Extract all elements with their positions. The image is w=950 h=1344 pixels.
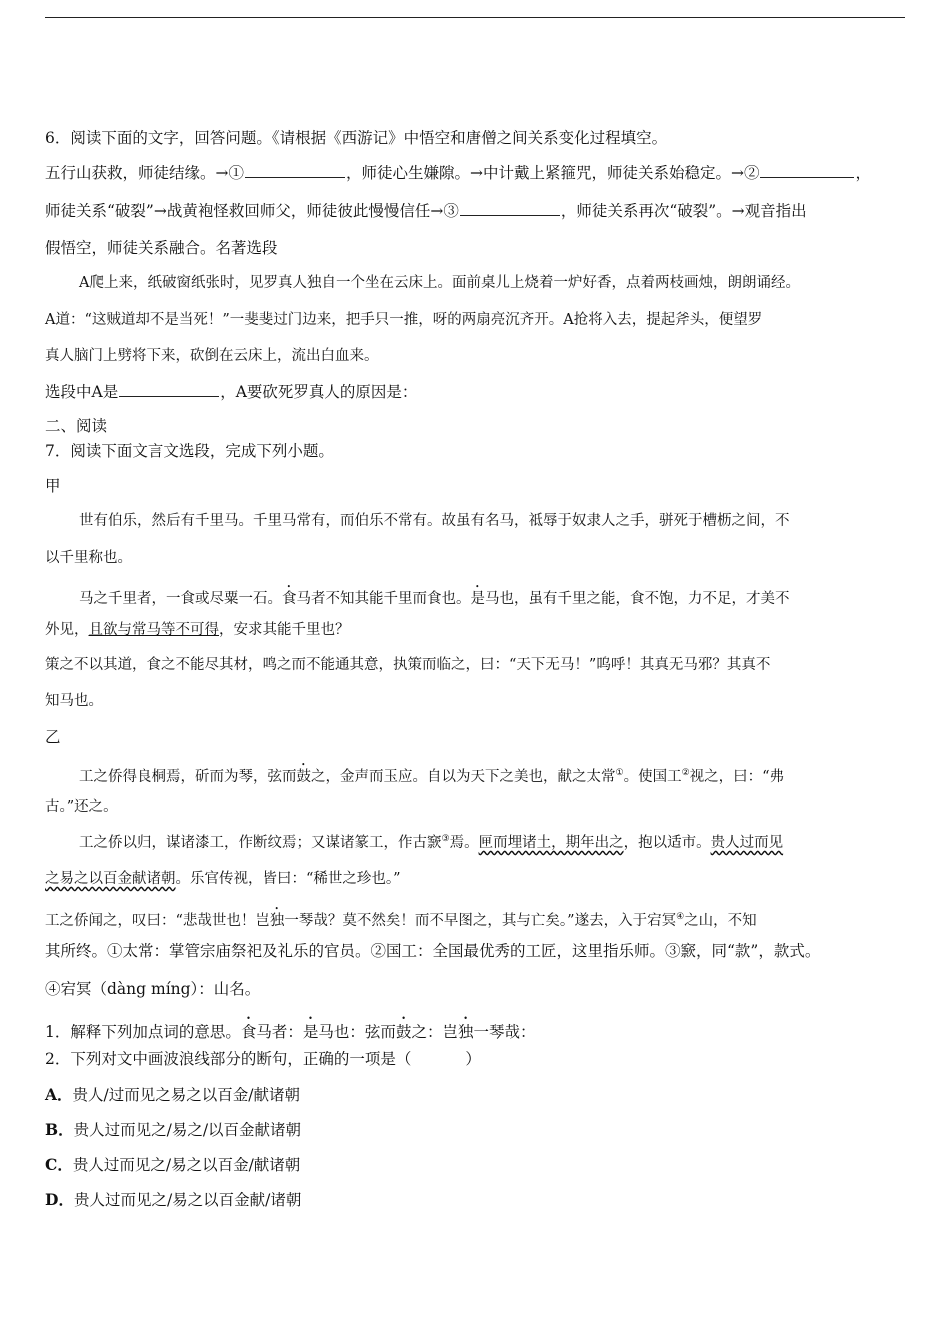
yi-para-2-line-1: 工之侨以归，谋诸漆工，作断纹焉；又谋诸篆工，作古窾③焉。匣而埋诸土，期年出之，抱以适市。贵人过而见: [79, 834, 784, 851]
q6-line-4: 假悟空，师徒关系融合。名著选段: [45, 239, 278, 257]
footnote-1-mark: ①: [615, 768, 624, 779]
q6-ask: 选段中A是 ，A要砍死罗真人的原因是：: [45, 383, 418, 401]
wavy-underline-3: 之易之以百金献诸朝: [45, 871, 176, 887]
q7-title: 7．阅读下面文言文选段，完成下列小题。: [45, 442, 334, 460]
jia-para-2-line-2: 外见，且欲与常马等不可得，安求其能千里也？: [45, 622, 350, 638]
yi-para-2-line-2: 之易之以百金献诸朝。乐官传视，皆曰：“稀世之珍也。”: [45, 871, 401, 887]
passage-jia-label: 甲: [45, 477, 61, 495]
q6-line-2: 五行山获救，师徒结缘。→① ，师徒心生嫌隙。→中计戴上紧箍咒，师徒关系始稳定。→② ，: [45, 164, 871, 182]
jia-para-1-line-1: 世有伯乐，然后有千里马。千里马常有，而伯乐不常有。故虽有名马，祗辱于奴隶人之手，骈死于槽枥之间，不: [79, 513, 790, 529]
yi-para-1-line-1: 工之侨得良桐焉，斫而为琴，弦而鼓之，金声而玉应。自以为天下之美也，献之太常①。使国工②视之，曰：“弗: [79, 768, 785, 785]
subquestion-1: 1．解释下列加点词的意思。食马者：是马也：弦而鼓之：岂独一琴哉：: [45, 1023, 536, 1041]
footnote-3-mark: ③: [441, 834, 450, 845]
answer-blank-3[interactable]: [460, 201, 560, 216]
answer-blank-1[interactable]: [245, 163, 345, 178]
dotted-word-gu: 鼓: [296, 769, 311, 785]
jia-para-1-line-2: 以千里称也。: [45, 550, 132, 566]
option-d[interactable]: D．贵人过而见之/易之以百金献/诸朝: [45, 1190, 302, 1209]
dotted-word-du: 独: [269, 913, 285, 929]
option-c[interactable]: C．贵人过而见之/易之以百金/献诸朝: [45, 1155, 301, 1174]
wavy-underline-2: 贵人过而见: [710, 835, 784, 851]
jia-para-2-line-1: 马之千里者，一食或尽粟一石。食马者不知其能千里而食也。是马也，虽有千里之能，食不饱，力不足，才美不: [79, 591, 790, 607]
yi-para-3-line-1: 工之侨闻之，叹曰：“悲哉世也！岂独一琴哉？莫不然矣！而不早图之，其与亡矣。”遂去，入于宕冥④之山，不知: [45, 912, 757, 929]
footnote-2-mark: ②: [681, 768, 690, 779]
header-rule: [45, 17, 905, 18]
subquestion-2: 2．下列对文中画波浪线部分的断句，正确的一项是（ ）: [45, 1050, 481, 1068]
jia-para-3-line-2: 知马也。: [45, 693, 103, 709]
q6-passage-3: 真人脑门上劈将下来，砍倒在云床上，流出白血来。: [45, 348, 379, 364]
jia-para-3-line-1: 策之不以其道，食之不能尽其材，鸣之而不能通其意，执策而临之，曰：“天下无马！”呜呼！其真无马邪？其真不: [45, 657, 771, 673]
dotted-word-shi2: 是: [470, 591, 485, 607]
answer-blank-2[interactable]: [760, 163, 854, 178]
q6-passage-2: A道：“这贼道却不是当死！”一斐斐过门边来，把手只一推，呀的两扇亮沉齐开。A抢将入去，提起斧头，便望罗: [45, 312, 763, 328]
q6-passage-1: A爬上来，纸破窗纸张时，见罗真人独自一个坐在云床上。面前桌儿上烧着一炉好香，点着两枝画烛，朗朗诵经。: [79, 275, 800, 291]
option-a[interactable]: A．贵人/过而见之易之以百金/献诸朝: [45, 1085, 300, 1104]
footnotes-line-2: ④宕冥（dàng míng）：山名。: [45, 980, 261, 998]
dotted-word-shi: 食: [282, 591, 297, 607]
q6-title: 6．阅读下面的文字，回答问题。《请根据《西游记》中悟空和唐僧之间关系变化过程填空。: [45, 129, 668, 147]
passage-yi-label: 乙: [45, 728, 61, 746]
underlined-sentence: 且欲与常马等不可得: [88, 622, 219, 638]
answer-blank-4[interactable]: [119, 382, 219, 397]
yi-para-1-line-2: 古。”还之。: [45, 799, 118, 815]
section-heading: 二、阅读: [45, 417, 108, 435]
footnote-4-mark: ④: [676, 912, 685, 923]
option-b[interactable]: B．贵人过而见之/易之/以百金献诸朝: [45, 1120, 302, 1139]
footnotes-line-1: 其所终。①太常：掌管宗庙祭祀及礼乐的官员。②国工：全国最优秀的工匠，这里指乐师。③窾，同“款”，款式。: [45, 942, 821, 960]
q6-line-3: 师徒关系“破裂”→战黄袍怪救回师父，师徒彼此慢慢信任→③ ，师徒关系再次“破裂”。→观音指出: [45, 202, 807, 220]
wavy-underline-1: 匣而埋诸土，期年出之: [478, 835, 624, 851]
